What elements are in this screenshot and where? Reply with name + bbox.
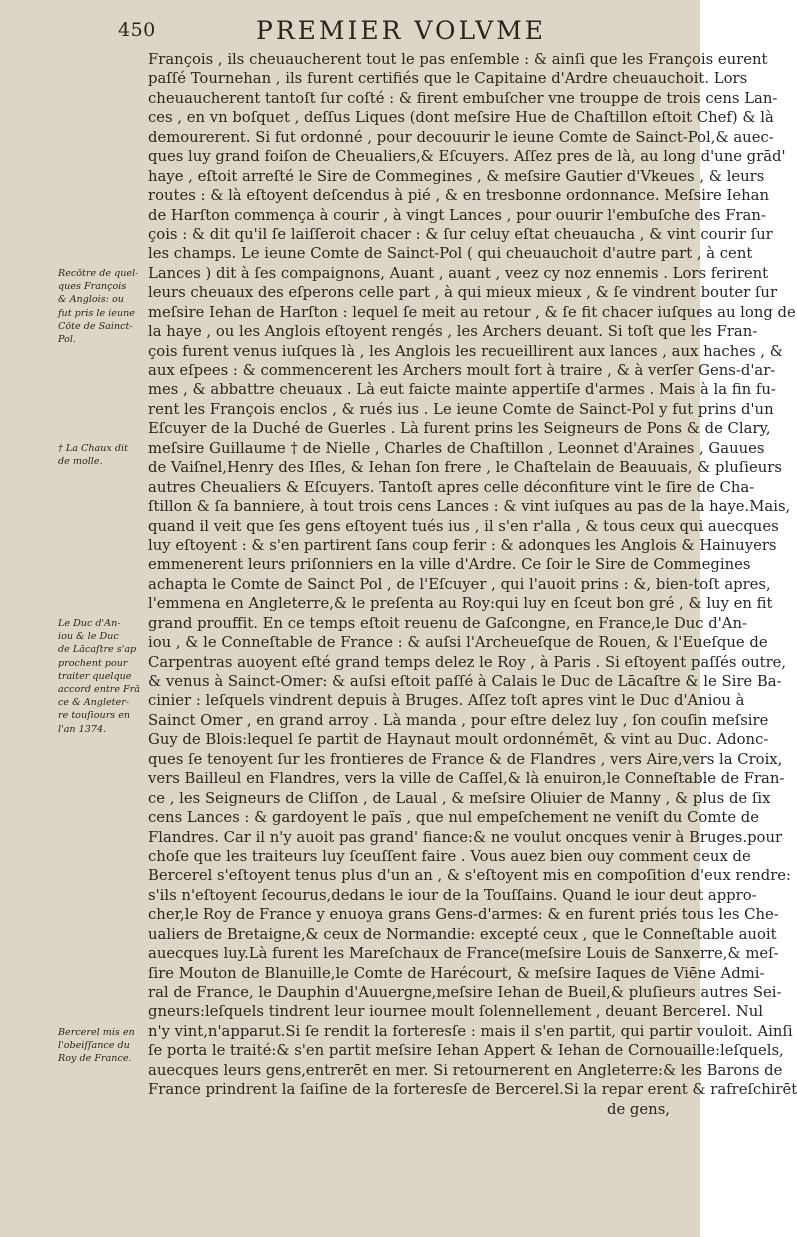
text-line: leurs cheuaux des eſperons celle part , à qui mieux mieux , & ſe vindrent bouter ſur: [148, 284, 778, 302]
text-line: choſe que les traiteurs luy ſceuſſent faire . Vous auez bien ouy comment ceux de: [148, 847, 751, 865]
text-line: mes , & abbattre cheuaux . Là eut faicte mainte appertiſe d'armes . Mais à la fin fu-: [148, 381, 776, 399]
margin-note-line: Le Duc d'An-: [58, 618, 121, 630]
text-line: Sainct Omer , en grand arroy . Là manda , pour eſtre delez luy , ſon couſin meſsire: [148, 711, 769, 729]
text-line: grand prouffit. En ce temps eſtoit reuenu de Gaſcongne, en France,le Duc d'An-: [148, 614, 747, 632]
text-line: de Vaiſnel,Henry des Iſles, & Iehan ſon frere , le Chaſtelain de Beauuais, & pluſieurs: [148, 459, 782, 477]
text-line: Lances ) dit à ſes compaignons, Auant , auant , veez cy noz ennemis . Lors ferirent: [148, 264, 769, 282]
page-number: 450: [118, 19, 156, 41]
text-line: auecques luy.Là furent les Mareſchaux de France(meſsire Louis de Sanxerre,& meſ-: [148, 945, 779, 963]
text-line: quand il veit que ſes gens eſtoyent tués ius , il s'en r'alla , & tous ceux qui auecques: [148, 517, 779, 535]
text-line: ques luy grand foiſon de Cheualiers,& Eſcuyers. Aſſez pres de là, au long d'une grād': [148, 148, 786, 166]
margin-note: [58, 1026, 144, 1066]
text-line: paſſé Tournehan , ils furent certifiés que le Capitaine d'Ardre cheuauchoit. Lors: [148, 70, 748, 88]
page-header: [118, 16, 678, 46]
margin-note-line: & Anglois: ou: [58, 294, 124, 306]
text-line: luy eſtoyent : & s'en partirent ſans coup ferir : & adonques les Anglois & Hainuyers: [148, 536, 777, 554]
text-line: Bercerel s'eſtoyent tenus plus d'un an , & s'eſtoyent mis en compoſition d'eux rendre:: [148, 867, 792, 885]
text-line: çois : & dit qu'il ſe laiſſeroit chacer : & ſur celuy eſtat cheuaucha , & vint courir ſur: [148, 225, 773, 243]
margin-note-line: ce & Angleter-: [58, 697, 130, 709]
text-line: ualiers de Bretaigne,& ceux de Normandie: excepté ceux , que le Conneſtable auoit: [148, 925, 777, 943]
text-line: cinier : leſquels vindrent depuis à Bruges. Aſſez toſt apres vint le Duc d'Aniou à: [148, 692, 745, 710]
margin-note-line: Roy de France.: [58, 1052, 132, 1064]
margin-note-line: ques François: [58, 281, 127, 293]
margin-note-line: Bercerel mis en: [58, 1026, 135, 1038]
text-line: ſire Mouton de Blanuille,le Comte de Harécourt, & meſsire Iaques de Viēne Admi-: [148, 964, 765, 982]
text-line: Eſcuyer de la Duché de Guerles . Là furent prins les Seigneurs de Pons & de Clary,: [148, 420, 771, 438]
text-line: & venus à Sainct-Omer: & auſsi eſtoit paſſé à Calais le Duc de Lācaſtre & le Sire Ba-: [148, 673, 782, 690]
margin-note-line: re touſiours en: [58, 710, 131, 722]
text-line: n'y vint,n'apparut.Si ſe rendit la forteresſe : mais il s'en partit, qui partir vouloit. Ainſi: [148, 1022, 793, 1040]
text-line: rent les François enclos , & rués ius . Le ieune Comte de Sainct-Pol y fut prins d'un: [148, 400, 774, 418]
margin-note: [58, 267, 144, 346]
margin-note-line: l'an 1374.: [58, 723, 107, 735]
text-line: les champs. Le ieune Comte de Sainct-Pol ( qui cheuauchoit d'autre part , à cent: [148, 245, 753, 263]
text-line: de Harſton commença à courir , à vingt Lances , pour ouurir l'embuſche des Fran-: [148, 206, 766, 224]
text-line: autres Cheualiers & Eſcuyers. Tantoſt apres celle déconfiture vint le ſire de Cha-: [148, 478, 755, 496]
text-line: çois furent venus iuſques là , les Anglois les recueillirent aux lances , aux haches , &: [148, 342, 783, 360]
text-line: François , ils cheuaucherent tout le pas enſemble : & ainſi que les François eurent: [148, 51, 768, 68]
margin-note-line: prochent pour: [58, 657, 128, 669]
text-line: routes : & là eſtoyent deſcendus à pié , & en tresbonne ordonnance. Meſsire Iehan: [148, 187, 769, 205]
margin-note-line: traiter quelque: [58, 670, 132, 682]
text-line: gneurs:leſquels tindrent leur iournee moult ſolennellement , deuant Bercerel. Nul: [148, 1003, 763, 1021]
text-line: ce , les Seigneurs de Cliſſon , de Laual , & meſsire Oliuier de Manny , & plus de ſix: [148, 789, 771, 807]
text-line: cher,le Roy de France y enuoya grans Gens-d'armes: & en furent priés tous les Che-: [148, 906, 779, 924]
text-line: ces , en vn boſquet , deſſus Liques (dont meſsire Hue de Chaſtillon eſtoit Chef) & là: [148, 109, 774, 127]
text-line: vers Bailleul en Flandres, vers la ville de Caſſel,& là enuiron,le Conneſtable de Fran-: [148, 770, 785, 788]
text-line: ques ſe tenoyent ſur les frontieres de France & de Flandres , vers Aire,vers la Croix,: [148, 750, 783, 768]
text-line: l'emmena en Angleterre,& le preſenta au Roy:qui luy en ſceut bon gré , & luy en fit: [148, 595, 773, 613]
text-line: ſe porta le traité:& s'en partit meſsire Iehan Appert & Iehan de Cornouaille:leſquels,: [148, 1042, 784, 1060]
text-line: France prindrent la ſaiſine de la forteresſe de Bercerel.Si la repar erent & rafreſchirēt: [148, 1081, 797, 1099]
text-line: s'ils n'eſtoyent ſecourus,dedans le iour de la Touſſains. Quand le iour deut appro-: [148, 886, 757, 904]
margin-note: [58, 617, 144, 736]
text-line: ſtillon & ſa banniere, à tout trois cens Lances : & vint iuſques au pas de la haye.Mais,: [148, 498, 791, 516]
text-line: meſsire Iehan de Harſton : lequel ſe meit au retour , & ſe fit chacer iuſques au long de: [148, 303, 796, 321]
margin-note-line: iou & le Duc: [58, 631, 119, 643]
margin-note-line: fut pris le ieune: [58, 307, 135, 319]
margin-note-line: de Lācaſtre s'ap: [58, 644, 137, 656]
text-line: Guy de Blois:lequel ſe partit de Haynaut moult ordonnémēt, & vint au Duc. Adonc-: [148, 731, 769, 749]
text-line: emmenerent leurs priſonniers en la ville d'Ardre. Ce ſoir le Sire de Commegines: [148, 556, 751, 574]
text-line: ral de France, le Dauphin d'Auuergne,meſsire Iehan de Bueil,& pluſieurs autres Sei-: [148, 984, 782, 1001]
margin-note-line: † La Chaux dit: [58, 443, 128, 454]
margin-note-line: accord entre Frā: [58, 684, 141, 696]
margin-note-line: Recōtre de quel-: [58, 267, 139, 279]
text-line: auecques leurs gens,entrerēt en mer. Si retournerent en Angleterre:& les Barons de: [148, 1061, 783, 1079]
text-line: cens Lances : & gardoyent le païs , que nul empeſchement ne veniſt du Comte de: [148, 809, 760, 827]
text-line: Flandres. Car il n'y auoit pas grand' fiance:& ne voulut oncques venir à Bruges.pour: [148, 828, 783, 846]
text-line: haye , eſtoit arreſté le Sire de Commegines , & meſsire Gautier d'Vkeues , & leurs: [148, 167, 765, 185]
margin-note-line: Pol.: [58, 333, 76, 345]
margin-note-line: de molle.: [58, 456, 103, 468]
margin-note-line: Cōte de Sainct-: [58, 320, 133, 332]
text-line: aux eſpees : & commencerent les Archers moult fort à traire , & à verſer Gens-d'ar-: [148, 362, 776, 379]
text-line: de gens,: [607, 1100, 670, 1118]
text-line: iou , & le Conneſtable de France : & auſsi l'Archeueſque de Rouen, & l'Eueſque de: [148, 634, 768, 652]
margin-note-line: l'obeiſſance du: [58, 1039, 130, 1051]
text-line: achapta le Comte de Sainct Pol , de l'Eſcuyer , qui l'auoit prins : &, bien-toſt apres,: [148, 575, 771, 593]
margin-note: [58, 442, 144, 468]
text-line: la haye , ou les Anglois eſtoyent rengés , les Archers deuant. Si toſt que les Fran-: [148, 323, 758, 341]
text-line: cheuaucherent tantoſt ſur coſté : & firent embuſcher vne trouppe de trois cens Lan-: [148, 89, 778, 107]
running-head: PREMIER VOLVME: [256, 16, 547, 45]
text-line: meſsire Guillaume † de Nielle , Charles de Chaſtillon , Leonnet d'Araines , Gauues: [148, 439, 765, 457]
text-line: Carpentras auoyent eſté grand temps delez le Roy , à Paris . Si eſtoyent paſſés outre,: [148, 653, 787, 671]
text-line: demourerent. Si fut ordonné , pour decouurir le ieune Comte de Sainct-Pol,& auec-: [148, 128, 774, 146]
body-text: [148, 50, 797, 1119]
